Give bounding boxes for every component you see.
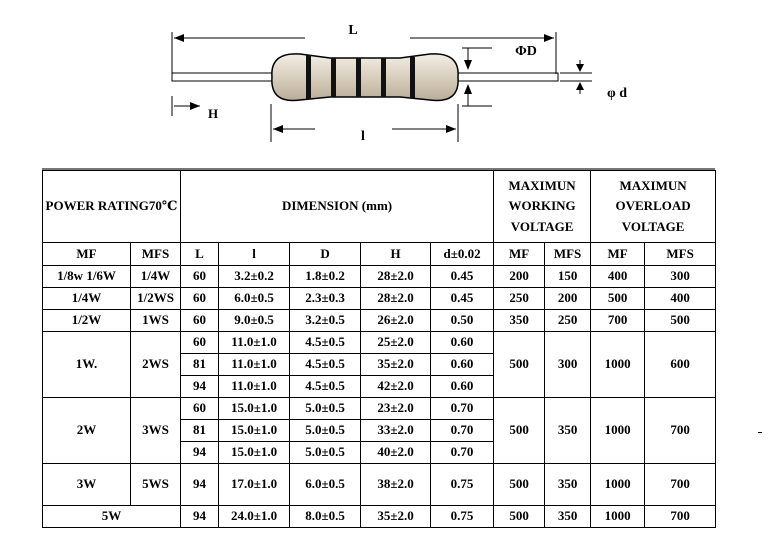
- cell-mfs: 1/4W: [131, 266, 181, 288]
- cell-ov-mf: 500: [591, 288, 645, 310]
- col-header: d±0.02: [431, 243, 494, 266]
- cell-mf: 1/2W: [43, 310, 131, 332]
- cell-ov-mf: 700: [591, 310, 645, 332]
- cell-H: 33±2.0: [361, 420, 431, 442]
- cell-l: 6.0±0.5: [219, 288, 290, 310]
- cell-l: 3.2±0.2: [219, 266, 290, 288]
- table-row: [43, 332, 716, 354]
- cell-mfs: 5WS: [131, 464, 181, 506]
- cell-l: 15.0±1.0: [219, 442, 290, 464]
- cell-ov-mfs: 400: [645, 288, 716, 310]
- column-header-row: [43, 243, 716, 266]
- table-row: [43, 464, 716, 506]
- cell-d: 0.60: [431, 376, 494, 398]
- cell-d: 0.45: [431, 266, 494, 288]
- color-band-1: [306, 55, 311, 99]
- col-header: MFS: [131, 243, 181, 266]
- cell-mf: 1/4W: [43, 288, 131, 310]
- cell-H: 38±2.0: [361, 464, 431, 506]
- col-header: MFS: [645, 243, 716, 266]
- cell-d: 0.70: [431, 420, 494, 442]
- cell-wv-mf: 500: [494, 332, 545, 398]
- cell-mfs: 1/2WS: [131, 288, 181, 310]
- cell-mf: 3W: [43, 464, 131, 506]
- resistor-dimension-diagram: [0, 0, 768, 170]
- cell-L: 94: [181, 442, 219, 464]
- color-band-3: [356, 58, 361, 97]
- cell-L: 60: [181, 288, 219, 310]
- col-header: MF: [494, 243, 545, 266]
- color-band-5: [410, 57, 415, 98]
- label-l: l: [361, 129, 365, 144]
- cell-L: 60: [181, 310, 219, 332]
- cell-l: 17.0±1.0: [219, 464, 290, 506]
- cell-mfs: 1WS: [131, 310, 181, 332]
- cell-l: 11.0±1.0: [219, 376, 290, 398]
- col-header: D: [290, 243, 361, 266]
- cell-wv-mf: 250: [494, 288, 545, 310]
- label-d: φ d: [606, 86, 628, 101]
- cell-d: 0.75: [431, 506, 494, 528]
- cell-H: 28±2.0: [361, 288, 431, 310]
- cell-ov-mf: 400: [591, 266, 645, 288]
- cell-wv-mf: 350: [494, 310, 545, 332]
- cell-L: 94: [181, 464, 219, 506]
- cell-H: 35±2.0: [361, 354, 431, 376]
- label-D: ΦD: [515, 44, 537, 59]
- header-row: [43, 171, 716, 243]
- resistor-lead-right: [456, 73, 558, 81]
- cell-H: 25±2.0: [361, 332, 431, 354]
- cell-l: 24.0±1.0: [219, 506, 290, 528]
- table-row: [43, 398, 716, 420]
- cell-wv-mf: 500: [494, 506, 545, 528]
- cell-D: 5.0±0.5: [290, 398, 361, 420]
- table-row: [43, 288, 716, 310]
- cell-ov-mf: 1000: [591, 398, 645, 464]
- col-header: l: [219, 243, 290, 266]
- cell-D: 3.2±0.5: [290, 310, 361, 332]
- cell-wv-mf: 200: [494, 266, 545, 288]
- cell-mf: 1/8w 1/6W: [43, 266, 131, 288]
- cell-L: 81: [181, 354, 219, 376]
- color-band-4: [381, 58, 386, 97]
- cell-ov-mfs: 500: [645, 310, 716, 332]
- cell-d: 0.70: [431, 442, 494, 464]
- cell-L: 60: [181, 398, 219, 420]
- cell-mfs: 2WS: [131, 332, 181, 398]
- cell-ov-mfs: 600: [645, 332, 716, 398]
- dimension-d: [560, 60, 592, 94]
- cell-wv-mf: 500: [494, 464, 545, 506]
- resistor-body: [272, 54, 458, 101]
- cell-D: 2.3±0.3: [290, 288, 361, 310]
- label-L: L: [348, 23, 358, 38]
- cell-l: 15.0±1.0: [219, 398, 290, 420]
- cell-D: 4.5±0.5: [290, 332, 361, 354]
- cell-d: 0.60: [431, 354, 494, 376]
- header-power-rating: POWER RATING70℃: [43, 171, 181, 243]
- cell-D: 8.0±0.5: [290, 506, 361, 528]
- cell-D: 1.8±0.2: [290, 266, 361, 288]
- cell-wv-mfs: 350: [545, 506, 591, 528]
- cell-ov-mf: 1000: [591, 506, 645, 528]
- cell-H: 42±2.0: [361, 376, 431, 398]
- cell-H: 26±2.0: [361, 310, 431, 332]
- header-dimension: DIMENSION (mm): [181, 171, 494, 243]
- spec-table: [42, 170, 716, 528]
- header-max-working-voltage: MAXIMUN WORKING VOLTAGE: [494, 171, 591, 243]
- cell-L: 81: [181, 420, 219, 442]
- cell-L: 94: [181, 376, 219, 398]
- cell-mf: 1W.: [43, 332, 131, 398]
- cell-D: 5.0±0.5: [290, 420, 361, 442]
- cell-L: 60: [181, 332, 219, 354]
- col-header: MFS: [545, 243, 591, 266]
- cell-ov-mfs: 300: [645, 266, 716, 288]
- cell-l: 15.0±1.0: [219, 420, 290, 442]
- cell-mfs: 3WS: [131, 398, 181, 464]
- cell-H: 40±2.0: [361, 442, 431, 464]
- cell-D: 6.0±0.5: [290, 464, 361, 506]
- col-header: MF: [591, 243, 645, 266]
- cell-L: 94: [181, 506, 219, 528]
- cell-d: 0.60: [431, 332, 494, 354]
- cell-wv-mf: 500: [494, 398, 545, 464]
- resistor-lead-left: [172, 73, 276, 81]
- cell-d: 0.45: [431, 288, 494, 310]
- cell-d: 0.70: [431, 398, 494, 420]
- cell-ov-mfs: 700: [645, 506, 716, 528]
- cell-wv-mfs: 150: [545, 266, 591, 288]
- stray-mark: [758, 432, 762, 433]
- cell-ov-mf: 1000: [591, 332, 645, 398]
- cell-d: 0.75: [431, 464, 494, 506]
- cell-D: 5.0±0.5: [290, 442, 361, 464]
- table-row: [43, 310, 716, 332]
- cell-H: 35±2.0: [361, 506, 431, 528]
- cell-D: 4.5±0.5: [290, 354, 361, 376]
- cell-mf: 2W: [43, 398, 131, 464]
- cell-wv-mfs: 250: [545, 310, 591, 332]
- color-band-2: [331, 58, 336, 97]
- dimension-H: [172, 96, 200, 116]
- cell-wv-mfs: 350: [545, 398, 591, 464]
- cell-wv-mfs: 300: [545, 332, 591, 398]
- cell-d: 0.50: [431, 310, 494, 332]
- col-header: L: [181, 243, 219, 266]
- cell-ov-mfs: 700: [645, 398, 716, 464]
- table-row: [43, 266, 716, 288]
- cell-H: 23±2.0: [361, 398, 431, 420]
- cell-ov-mfs: 700: [645, 464, 716, 506]
- cell-l: 9.0±0.5: [219, 310, 290, 332]
- cell-L: 60: [181, 266, 219, 288]
- cell-l: 11.0±1.0: [219, 332, 290, 354]
- label-H: H: [207, 106, 219, 121]
- cell-wv-mfs: 200: [545, 288, 591, 310]
- col-header: MF: [43, 243, 131, 266]
- cell-ov-mf: 1000: [591, 464, 645, 506]
- cell-mf: 5W: [43, 506, 181, 528]
- table-row: [43, 506, 716, 528]
- cell-wv-mfs: 350: [545, 464, 591, 506]
- cell-D: 4.5±0.5: [290, 376, 361, 398]
- cell-l: 11.0±1.0: [219, 354, 290, 376]
- col-header: H: [361, 243, 431, 266]
- cell-H: 28±2.0: [361, 266, 431, 288]
- header-max-overload-voltage: MAXIMUN OVERLOAD VOLTAGE: [591, 171, 716, 243]
